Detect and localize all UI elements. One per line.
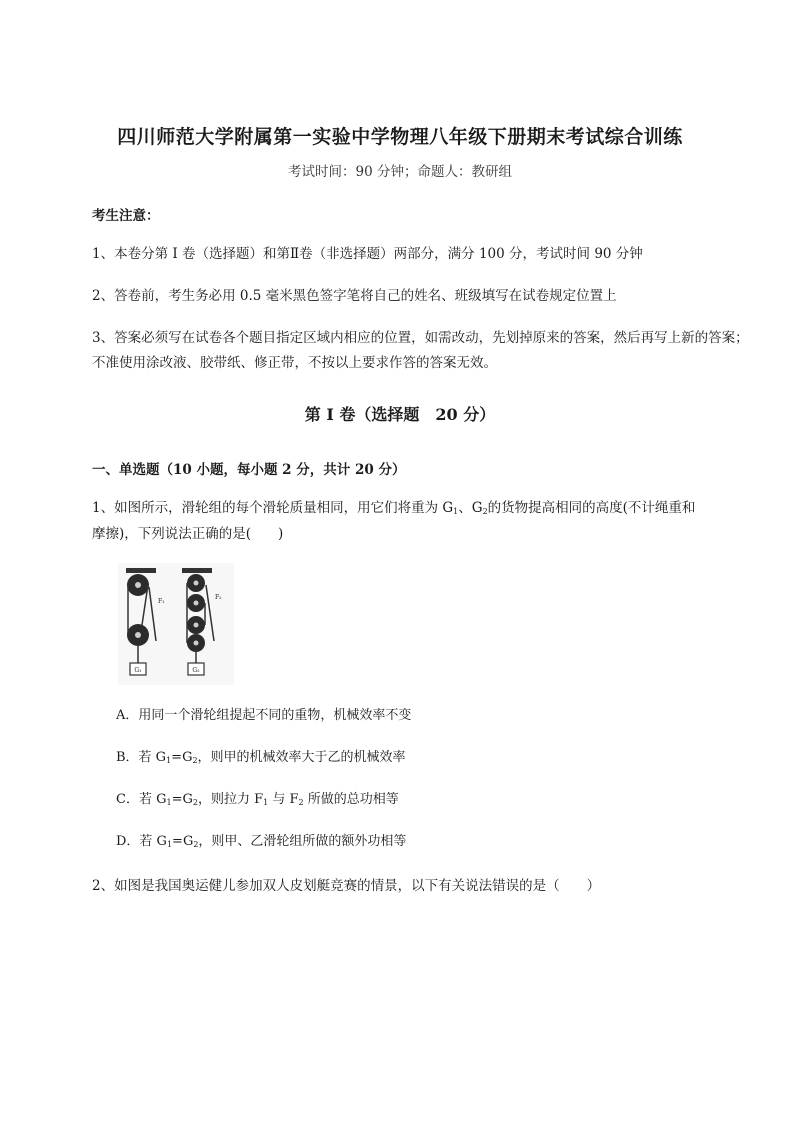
option-d-text: D．若 G [116, 834, 167, 849]
right-weight-label: G₂ [192, 667, 200, 674]
notice-item-3: 3、答案必须写在试卷各个题目指定区域内相应的位置，如需改动，先划掉原来的答案，然后再写上新的答案；不准使用涂改液、胶带纸、修正带，不按以上要求作答的答案无效。 [92, 330, 749, 371]
section-title: 第 I 卷（选择题 20 分） [304, 405, 496, 424]
q1-stem-text-c: 的货物提高相同的高度(不计绳重和 [487, 500, 696, 516]
option-c-sub3: 1 [263, 798, 269, 807]
option-d-rest: ，则甲、乙滑轮组所做的额外功相等 [198, 834, 407, 849]
option-b[interactable] [116, 747, 406, 772]
option-d-sub1: 1 [166, 840, 173, 849]
question-1-stem [92, 496, 695, 524]
option-b-text: B．若 G [116, 750, 167, 765]
notice-heading: 考生注意： [92, 208, 160, 224]
q1-sub-1: 1 [453, 507, 459, 516]
notice-item-2: 2、答卷前，考生务必用 0.5 毫米黑色签字笔将自己的姓名、班级填写在试卷规定位置上 [92, 288, 617, 304]
option-d[interactable] [116, 831, 406, 856]
right-force-label: F₂ [215, 594, 222, 601]
option-c[interactable] [116, 789, 399, 814]
question-1-stem-line2: 摩擦)，下列说法正确的是( ) [92, 526, 284, 542]
option-c-text: C．若 G [116, 792, 167, 807]
option-b-rest: ，则甲的机械效率大于乙的机械效率 [197, 750, 406, 765]
left-force-label: F₁ [158, 598, 165, 605]
part-heading: 一、单选题（10 小题，每小题 2 分，共计 20 分） [92, 462, 406, 478]
option-c-eq: =G [171, 792, 193, 807]
q1-stem-text-b: 、G [458, 500, 483, 516]
left-weight-label: G₁ [134, 667, 142, 674]
q1-sub-2: 2 [482, 507, 488, 516]
page-title: 四川师范大学附属第一实验中学物理八年级下册期末考试综合训练 [117, 126, 683, 148]
option-c-force: ，则拉力 F [197, 792, 264, 807]
question-2-stem: 2、如图是我国奥运健儿参加双人皮划艇竞赛的情景，以下有关说法错误的是（ ） [92, 878, 601, 894]
option-c-sub1: 1 [166, 798, 172, 807]
left-ceiling-beam [126, 568, 156, 573]
exam-info: 考试时间：90 分钟；命题人：教研组 [288, 164, 512, 180]
right-ceiling-beam [182, 568, 212, 573]
pulley-figure [118, 563, 234, 685]
option-a[interactable]: A．用同一个滑轮组提起不同的重物，机械效率不变 [116, 708, 412, 723]
option-b-sub1: 1 [166, 756, 172, 765]
option-c-rest: 所做的总功相等 [303, 792, 399, 807]
option-c-sub4: 2 [298, 798, 304, 807]
option-c-and: 与 F [268, 792, 299, 807]
option-c-sub2: 2 [192, 798, 198, 807]
option-b-sub2: 2 [192, 756, 198, 765]
notice-item-1: 1、本卷分第 I 卷（选择题）和第Ⅱ卷（非选择题）两部分，满分 100 分，考试时间 90 分钟 [92, 246, 643, 262]
option-d-eq: =G [172, 834, 194, 849]
option-d-sub2: 2 [193, 840, 199, 849]
q1-stem-text-a: 1、如图所示，滑轮组的每个滑轮质量相同，用它们将重为 G [92, 500, 454, 516]
option-b-eq: =G [171, 750, 193, 765]
